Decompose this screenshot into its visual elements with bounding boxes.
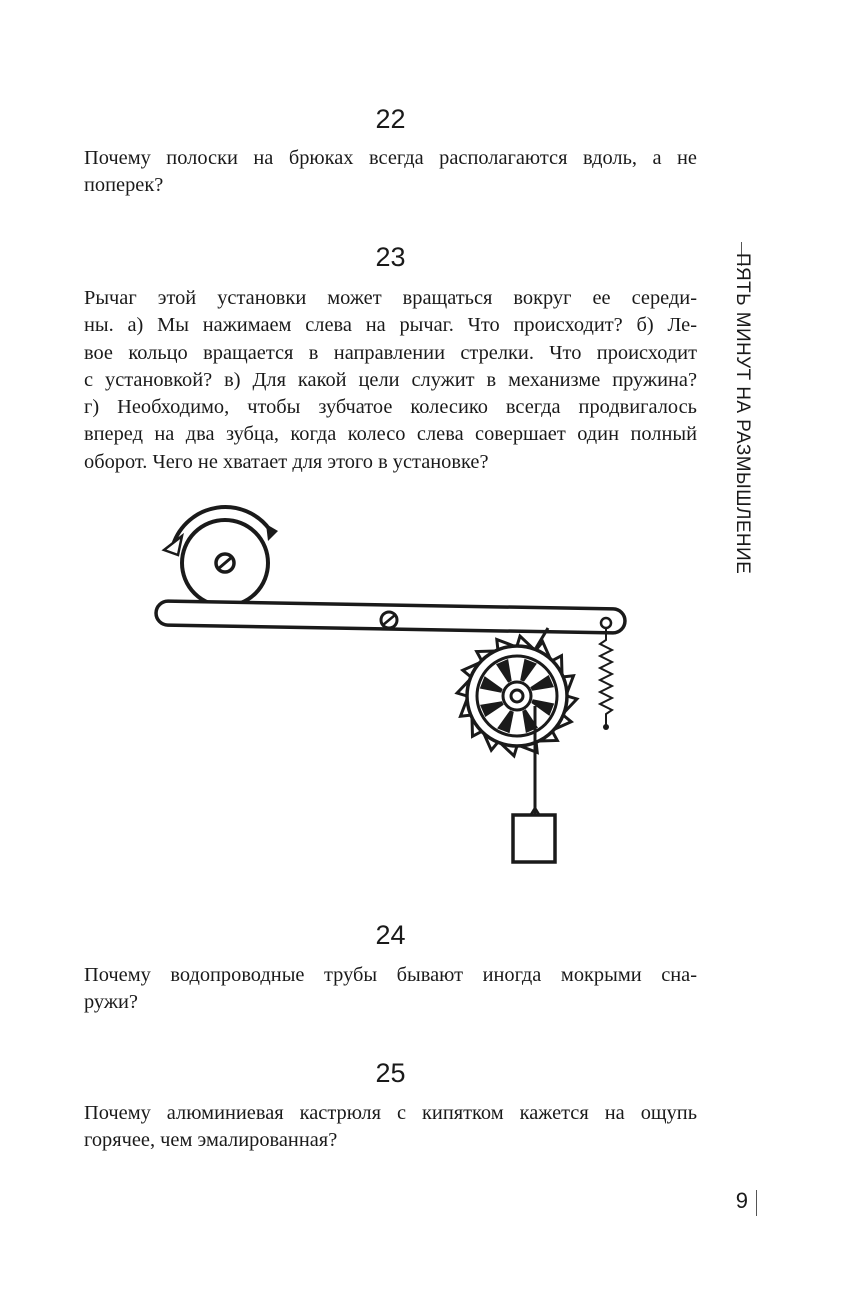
text-line: горячее, чем эмалированная? (84, 1129, 338, 1152)
problem-text-25 (84, 1100, 697, 1155)
text-line: оборот. Чего не хватает для этого в установке? (84, 450, 489, 473)
text-line: Почему полоски на брюках всегда располагаются вдоль, а не (84, 147, 697, 169)
text-line: Почему водопроводные трубы бывают иногда мокрыми сна- (84, 964, 697, 986)
page-number: 9 (735, 1188, 748, 1213)
problem-number-22: 22 (375, 104, 406, 134)
lever (156, 601, 625, 633)
problem-number-25: 25 (375, 1058, 406, 1088)
page-number-divider (756, 1190, 757, 1216)
problem-number-23: 23 (375, 242, 406, 272)
text-line: Почему алюминиевая кастрюля с кипятком кажется на ощупь (84, 1102, 697, 1124)
text-line: вперед на два зубца, когда колесо слева совершает один полный (84, 423, 697, 446)
text-line: поперек? (84, 174, 164, 197)
text-line: Рычаг этой установки может вращаться вокруг ее середи- (84, 287, 697, 309)
text-line: вое кольцо вращается в направлении стрелки. Что происходит (84, 341, 697, 364)
ratchet-gear (457, 636, 577, 756)
spring (600, 628, 612, 726)
left-wheel (182, 520, 268, 606)
problem-number-24: 24 (375, 920, 406, 950)
weight (513, 815, 555, 862)
text-line: ружи? (84, 991, 138, 1014)
text-line: ны. а) Мы нажимаем слева на рычаг. Что происходит? б) Ле- (84, 314, 697, 337)
problem-text-24 (84, 962, 697, 1017)
section-title: ПЯТЬ МИНУТ НА РАЗМЫШЛЕНИЕ (732, 253, 753, 575)
text-line: г) Необходимо, чтобы зубчатое колесико всегда продвигалось (84, 396, 697, 419)
text-line: с установкой? в) Для какой цели служит в механизме пружина? (84, 368, 697, 391)
rotation-arrow-icon (164, 507, 278, 555)
